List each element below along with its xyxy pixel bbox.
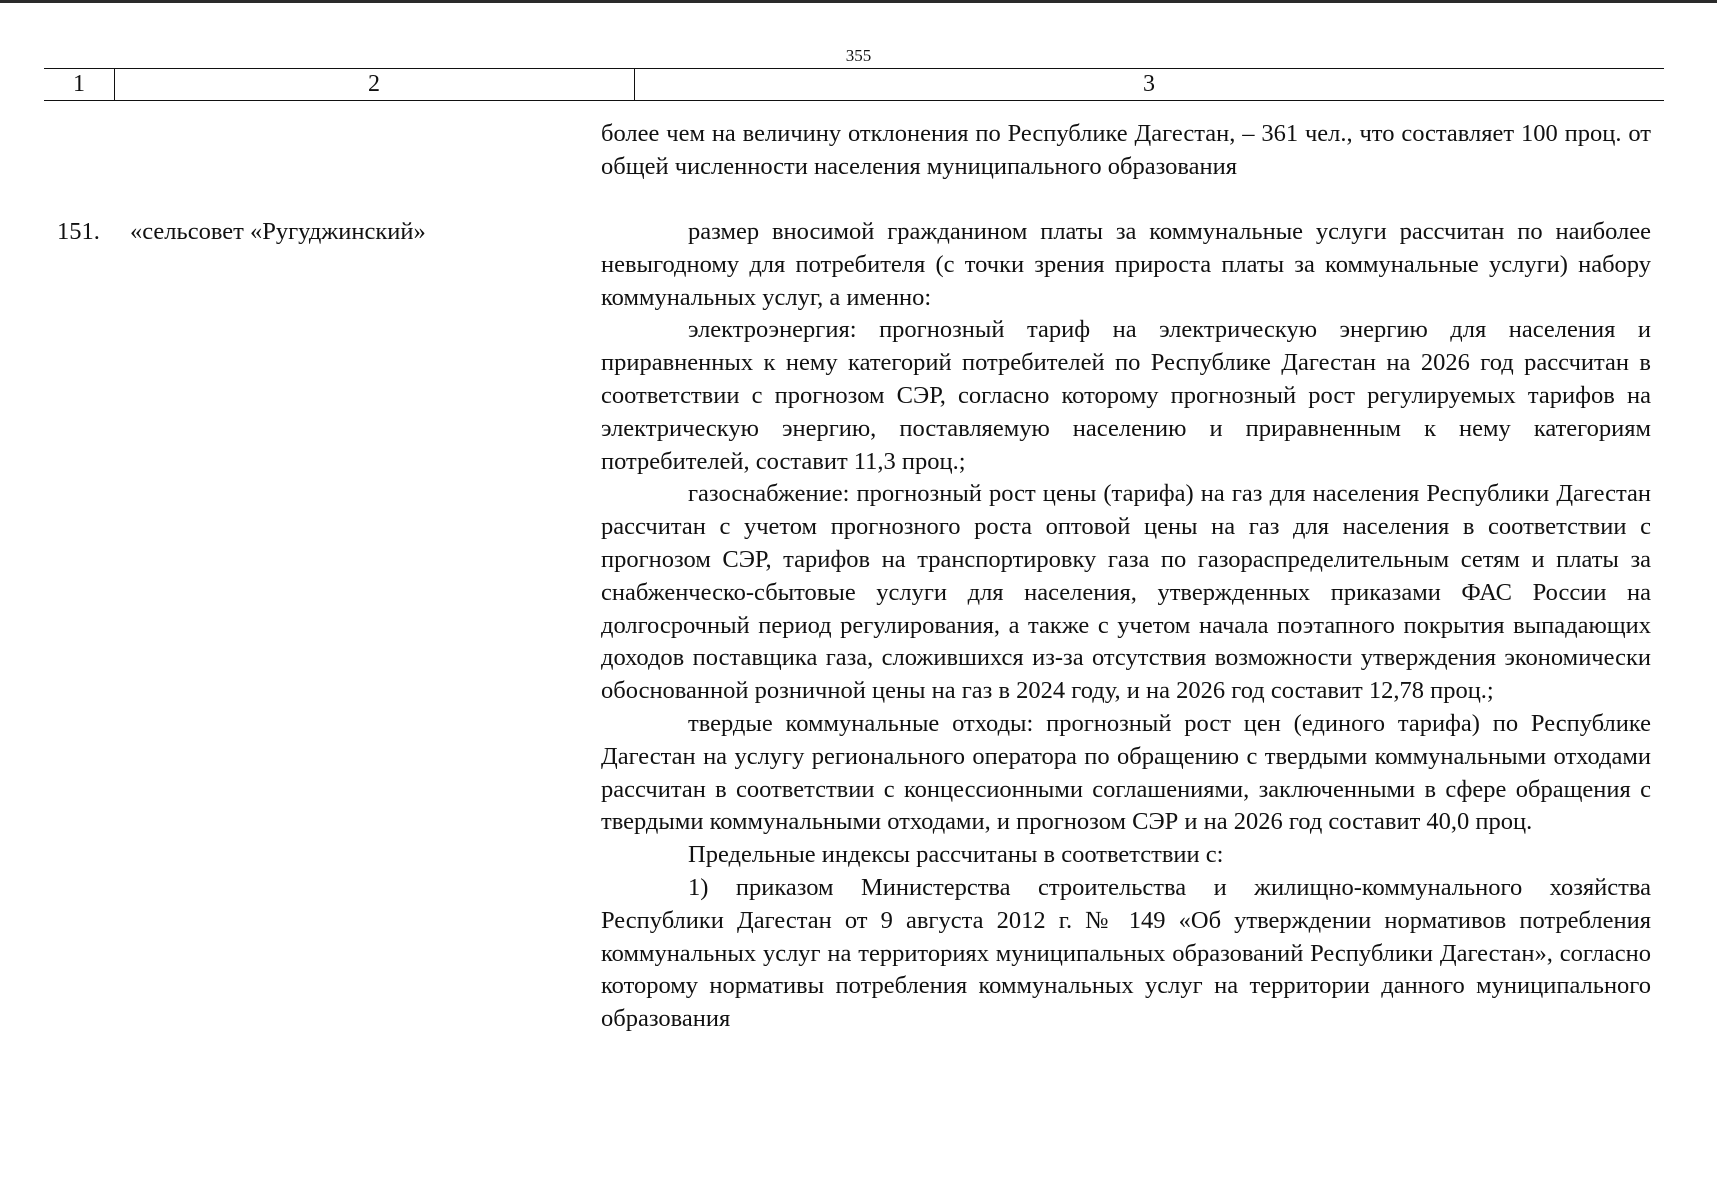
paragraph-solid-waste: твердые коммунальные отходы: прогнозный рост цен (единого тарифа) по Республике Дагестан на услугу регионального оператора по обращению с твердыми коммунальными отходами рассчитан в соответствии с концессионными соглашениями, заключенными в сфере обращения с твердыми коммунальными отходами, и прогнозом СЭР и на 2026 год составит 40,0 проц. [601, 709, 1651, 836]
header-col-3: 3 [1143, 71, 1155, 97]
continuation-text: более чем на величину отклонения по Республике Дагестан, – 361 чел., что составляет 100 проц. от общей численности населения муниципального образования [601, 120, 1651, 180]
header-col-2: 2 [368, 71, 380, 97]
paragraph-order-1: 1) приказом Министерства строительства и жилищно-коммунального хозяйства Республики Дагестан от 9 августа 2012 г. № 149 «Об утверждении нормативов потребления коммунальных услуг на территориях муниципальных образований Республики Дагестан», согласно которому нормативы потребления коммунальных услуг на территории данного муниципального образования [601, 873, 1651, 1033]
header-col-1: 1 [73, 71, 85, 97]
paragraph-electricity: электроэнергия: прогнозный тариф на электрическую энергию для населения и приравненных к нему категорий потребителей по Республике Дагестан на 2026 год рассчитан в соответствии с прогнозом СЭР, согласно которому прогнозный рост регулируемых тарифов на электрическую энергию, поставляемую населению и приравненным к нему категориям потребителей, составит 11,3 проц.; [601, 316, 1651, 475]
scan-top-border [0, 0, 1717, 3]
row-municipality-name: «сельсовет «Ругуджинский» [130, 218, 426, 245]
row-number: 151. [57, 218, 100, 245]
row-description [601, 216, 1651, 1036]
paragraph-intro: размер вносимой гражданином платы за коммунальные услуги рассчитан по наиболее невыгодному для потребителя (с точки зрения прироста платы за коммунальные услуги) набору коммунальных услуг, а именно: [601, 218, 1651, 311]
page-number: 355 [845, 46, 872, 65]
continuation-cell [601, 118, 1651, 184]
paragraph-gas: газоснабжение: прогнозный рост цены (тарифа) на газ для населения Республики Дагестан рассчитан с учетом прогнозного роста оптовой цены на газ для населения в соответствии с прогнозом СЭР, тарифов на транспортировку газа по газораспределительным сетям и платы за снабженческо-сбытовые услуги для населения, утвержденных приказами ФАС России на долгосрочный период регулирования, а также с учетом начала поэтапного покрытия выпадающих доходов поставщика газа, сложившихся из-за отсутствия возможности утверждения экономически обоснованной розничной цены на газ в 2024 году, и на 2026 год составит 12,78 проц.; [601, 480, 1651, 705]
table-header [44, 68, 1664, 101]
paragraph-indices-intro: Предельные индексы рассчитаны в соответствии с: [688, 841, 1224, 869]
